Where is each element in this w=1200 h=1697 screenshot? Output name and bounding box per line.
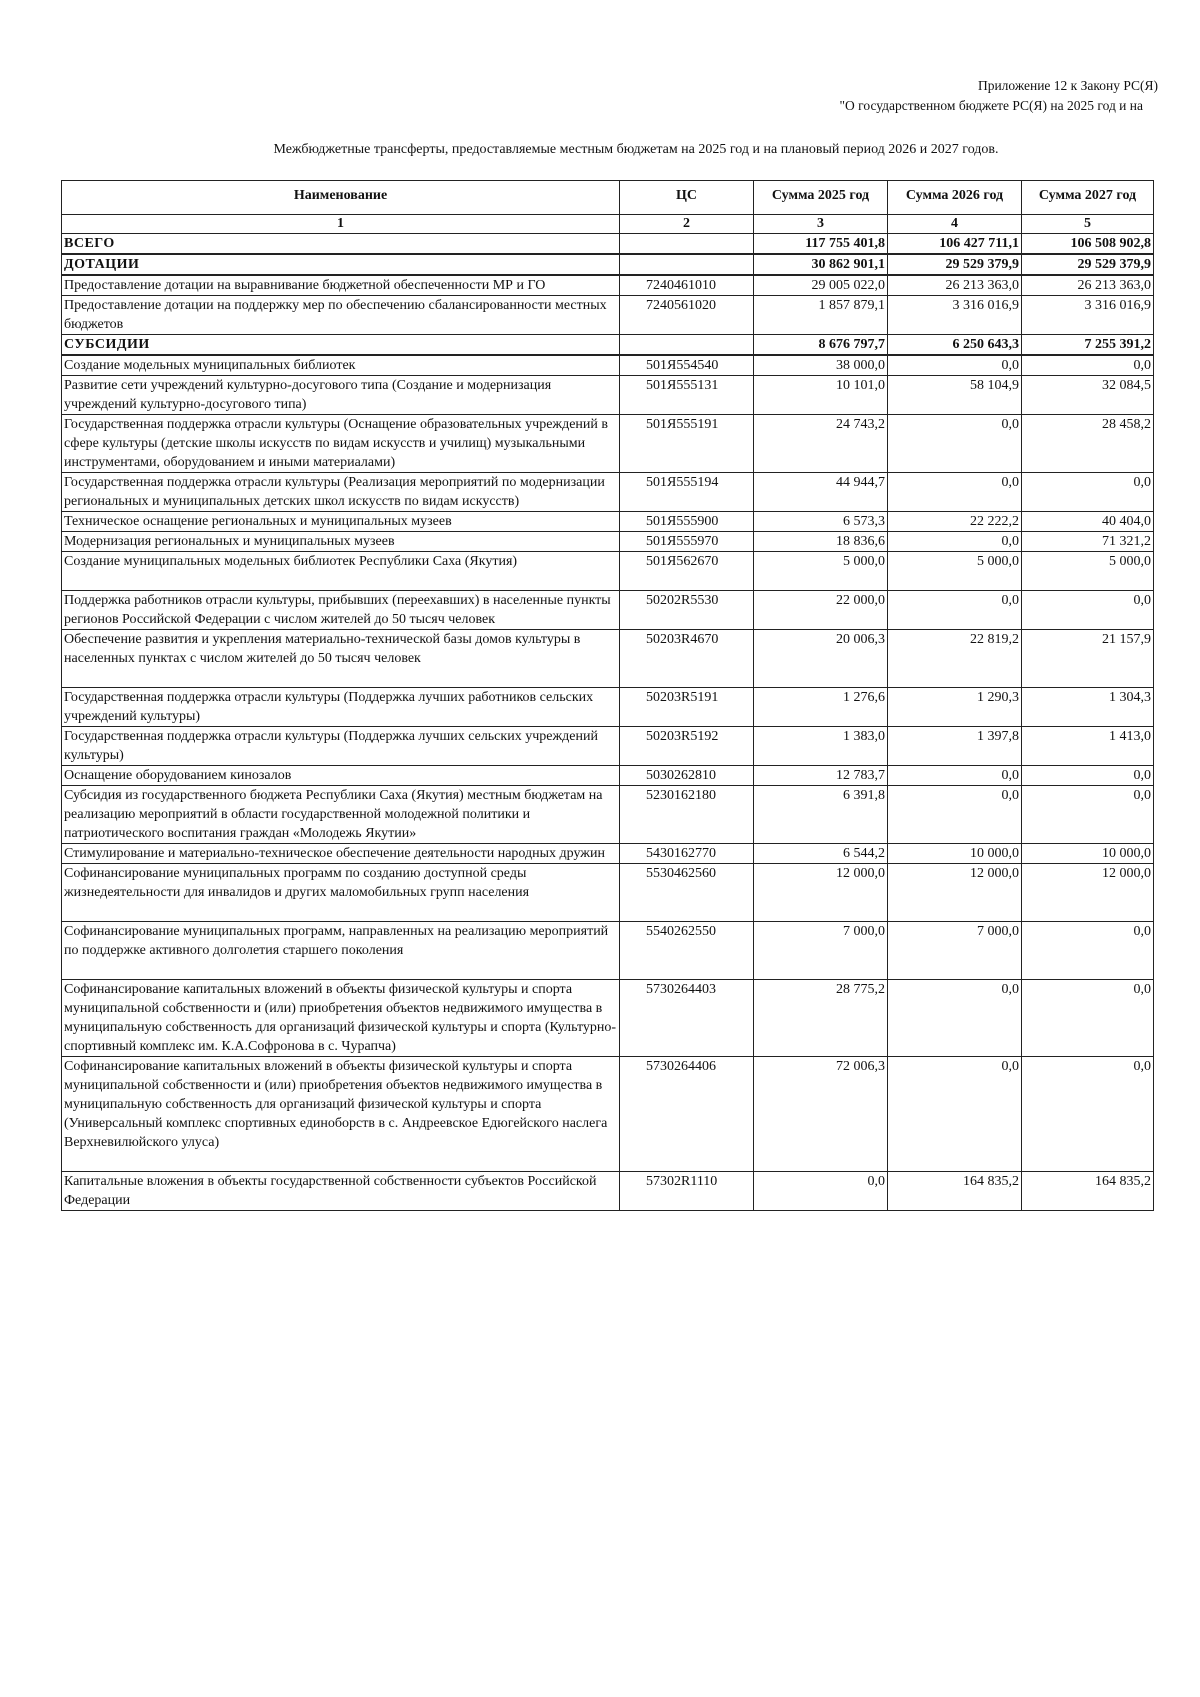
row-amount-2025: 12 783,7 <box>754 766 888 786</box>
row-amount-2026: 29 529 379,9 <box>888 254 1022 275</box>
row-amount-2026: 5 000,0 <box>888 552 1022 591</box>
row-amount-2027: 164 835,2 <box>1022 1172 1154 1211</box>
row-code: 5730264403 <box>620 980 754 1057</box>
row-amount-2025: 28 775,2 <box>754 980 888 1057</box>
column-number: 4 <box>888 215 1022 234</box>
row-code: 5730264406 <box>620 1057 754 1172</box>
transfers-table <box>61 180 1154 1211</box>
row-code <box>620 234 754 255</box>
row-amount-2026: 7 000,0 <box>888 922 1022 980</box>
row-amount-2025: 6 573,3 <box>754 512 888 532</box>
row-amount-2025: 5 000,0 <box>754 552 888 591</box>
row-name: Софинансирование муниципальных программ, направленных на реализацию мероприятий по поддержке активного долголетия старшего поколения <box>62 922 620 980</box>
row-code: 501Я562670 <box>620 552 754 591</box>
row-amount-2026: 0,0 <box>888 473 1022 512</box>
row-amount-2027: 0,0 <box>1022 473 1154 512</box>
row-name: Государственная поддержка отрасли культуры (Поддержка лучших работников сельских учреждений культуры) <box>62 688 620 727</box>
row-amount-2025: 24 743,2 <box>754 415 888 473</box>
row-amount-2026: 0,0 <box>888 1057 1022 1172</box>
row-amount-2025: 22 000,0 <box>754 591 888 630</box>
row-code: 501Я555191 <box>620 415 754 473</box>
column-number: 1 <box>62 215 620 234</box>
row-amount-2026: 0,0 <box>888 766 1022 786</box>
row-amount-2027: 0,0 <box>1022 922 1154 980</box>
row-amount-2025: 8 676 797,7 <box>754 335 888 356</box>
row-amount-2026: 0,0 <box>888 532 1022 552</box>
row-name: Поддержка работников отрасли культуры, прибывших (переехавших) в населенные пункты регионов Российской Федерации с числом жителей до 50 тысяч человек <box>62 591 620 630</box>
row-amount-2027: 0,0 <box>1022 980 1154 1057</box>
row-amount-2025: 6 544,2 <box>754 844 888 864</box>
row-name: ВСЕГО <box>62 234 620 255</box>
row-code: 50203R5191 <box>620 688 754 727</box>
appendix-line-2: "О государственном бюджете РС(Я) на 2025 год и на <box>839 98 1143 113</box>
row-amount-2026: 0,0 <box>888 415 1022 473</box>
row-amount-2027: 3 316 016,9 <box>1022 296 1154 335</box>
row-code: 501Я555131 <box>620 376 754 415</box>
document-title: Межбюджетные трансферты, предоставляемые местным бюджетам на 2025 год и на плановый период 2026 и 2027 годов. <box>273 142 999 157</box>
row-amount-2027: 32 084,5 <box>1022 376 1154 415</box>
row-amount-2027: 5 000,0 <box>1022 552 1154 591</box>
table-row <box>62 415 1154 473</box>
row-amount-2027: 0,0 <box>1022 1057 1154 1172</box>
row-amount-2027: 7 255 391,2 <box>1022 335 1154 356</box>
row-amount-2025: 6 391,8 <box>754 786 888 844</box>
table-row <box>62 512 1154 532</box>
table-row <box>62 532 1154 552</box>
row-code: 7240561020 <box>620 296 754 335</box>
column-number: 3 <box>754 215 888 234</box>
table-total-row <box>62 254 1154 275</box>
row-amount-2027: 0,0 <box>1022 591 1154 630</box>
row-code: 50203R4670 <box>620 630 754 688</box>
row-code: 7240461010 <box>620 275 754 296</box>
row-name: Государственная поддержка отрасли культуры (Реализация мероприятий по модернизации региональных и муниципальных детских школ искусств по видам искусств) <box>62 473 620 512</box>
row-name: Техническое оснащение региональных и муниципальных музеев <box>62 512 620 532</box>
row-amount-2025: 1 383,0 <box>754 727 888 766</box>
table-row <box>62 766 1154 786</box>
table-row <box>62 688 1154 727</box>
row-amount-2027: 0,0 <box>1022 786 1154 844</box>
table-total-row <box>62 335 1154 356</box>
column-header-name: Наименование <box>62 181 620 215</box>
row-amount-2027: 21 157,9 <box>1022 630 1154 688</box>
row-amount-2026: 22 222,2 <box>888 512 1022 532</box>
column-number: 2 <box>620 215 754 234</box>
row-name: Софинансирование капитальных вложений в объекты физической культуры и спорта муниципальной собственности и (или) приобретения объектов недвижимого имущества в муниципальную собственность для организаций физической культуры и спорта (Культурно-спортивный комплекс им. К.А.Софронова в с. Чурапча) <box>62 980 620 1057</box>
row-amount-2025: 44 944,7 <box>754 473 888 512</box>
table-row <box>62 296 1154 335</box>
table-header-row <box>62 181 1154 215</box>
row-amount-2026: 0,0 <box>888 786 1022 844</box>
row-code: 5030262810 <box>620 766 754 786</box>
row-amount-2027: 26 213 363,0 <box>1022 275 1154 296</box>
row-amount-2025: 29 005 022,0 <box>754 275 888 296</box>
row-amount-2027: 0,0 <box>1022 355 1154 376</box>
row-name: Стимулирование и материально-техническое обеспечение деятельности народных дружин <box>62 844 620 864</box>
row-amount-2027: 10 000,0 <box>1022 844 1154 864</box>
row-name: Модернизация региональных и муниципальных музеев <box>62 532 620 552</box>
table-row <box>62 552 1154 591</box>
appendix-note <box>700 76 1158 116</box>
table-row <box>62 1057 1154 1172</box>
column-header-code: ЦС <box>620 181 754 215</box>
row-amount-2026: 164 835,2 <box>888 1172 1022 1211</box>
row-amount-2025: 18 836,6 <box>754 532 888 552</box>
row-code: 5430162770 <box>620 844 754 864</box>
table-row <box>62 786 1154 844</box>
row-amount-2026: 3 316 016,9 <box>888 296 1022 335</box>
appendix-line-1: Приложение 12 к Закону РС(Я) <box>977 78 1158 93</box>
column-header-2026: Сумма 2026 год <box>888 181 1022 215</box>
row-code: 50203R5192 <box>620 727 754 766</box>
row-code: 501Я554540 <box>620 355 754 376</box>
row-amount-2025: 72 006,3 <box>754 1057 888 1172</box>
table-row <box>62 864 1154 922</box>
row-name: Предоставление дотации на выравнивание бюджетной обеспеченности МР и ГО <box>62 275 620 296</box>
table-row <box>62 727 1154 766</box>
table-row <box>62 355 1154 376</box>
row-amount-2025: 12 000,0 <box>754 864 888 922</box>
row-name: Софинансирование капитальных вложений в объекты физической культуры и спорта муниципальной собственности и (или) приобретения объектов недвижимого имущества в муниципальную собственность для организаций физической культуры и спорта (Универсальный комплекс спортивных единоборств в с. Андреевское Едюгейского наслега Верхневилюйского улуса) <box>62 1057 620 1172</box>
row-amount-2025: 1 857 879,1 <box>754 296 888 335</box>
row-code: 5230162180 <box>620 786 754 844</box>
row-code: 501Я555900 <box>620 512 754 532</box>
row-amount-2026: 106 427 711,1 <box>888 234 1022 255</box>
row-amount-2027: 40 404,0 <box>1022 512 1154 532</box>
row-amount-2025: 10 101,0 <box>754 376 888 415</box>
column-header-2027: Сумма 2027 год <box>1022 181 1154 215</box>
row-amount-2026: 0,0 <box>888 591 1022 630</box>
row-name: Капитальные вложения в объекты государственной собственности субъектов Российской Федерации <box>62 1172 620 1211</box>
table-total-row <box>62 234 1154 255</box>
row-name: Развитие сети учреждений культурно-досугового типа (Создание и модернизация учреждений культурно-досугового типа) <box>62 376 620 415</box>
row-name: Государственная поддержка отрасли культуры (Оснащение образовательных учреждений в сфере культуры (детские школы искусств по видам искусств и училищ) музыкальными инструментами, оборудованием и иными материалами) <box>62 415 620 473</box>
table-row <box>62 591 1154 630</box>
row-amount-2027: 1 413,0 <box>1022 727 1154 766</box>
row-amount-2026: 26 213 363,0 <box>888 275 1022 296</box>
row-name: ДОТАЦИИ <box>62 254 620 275</box>
row-amount-2027: 0,0 <box>1022 766 1154 786</box>
row-amount-2025: 0,0 <box>754 1172 888 1211</box>
row-code: 57302R1110 <box>620 1172 754 1211</box>
row-amount-2027: 106 508 902,8 <box>1022 234 1154 255</box>
column-number: 5 <box>1022 215 1154 234</box>
table-row <box>62 630 1154 688</box>
row-code <box>620 335 754 356</box>
row-amount-2027: 12 000,0 <box>1022 864 1154 922</box>
table-row <box>62 844 1154 864</box>
row-amount-2027: 29 529 379,9 <box>1022 254 1154 275</box>
row-name: Предоставление дотации на поддержку мер по обеспечению сбалансированности местных бюджетов <box>62 296 620 335</box>
table-row <box>62 376 1154 415</box>
row-amount-2026: 0,0 <box>888 980 1022 1057</box>
row-amount-2026: 10 000,0 <box>888 844 1022 864</box>
row-amount-2025: 117 755 401,8 <box>754 234 888 255</box>
table-row <box>62 922 1154 980</box>
row-amount-2026: 0,0 <box>888 355 1022 376</box>
table-row <box>62 980 1154 1057</box>
row-amount-2025: 1 276,6 <box>754 688 888 727</box>
row-name: Субсидия из государственного бюджета Республики Саха (Якутия) местным бюджетам на реализацию мероприятий в области государственной молодежной политики и патриотического воспитания граждан «Молодежь Якутии» <box>62 786 620 844</box>
table-row <box>62 275 1154 296</box>
row-code: 501Я555194 <box>620 473 754 512</box>
row-name: Создание модельных муниципальных библиотек <box>62 355 620 376</box>
row-amount-2026: 1 397,8 <box>888 727 1022 766</box>
row-name: Оснащение оборудованием кинозалов <box>62 766 620 786</box>
row-code: 5540262550 <box>620 922 754 980</box>
row-name: СУБСИДИИ <box>62 335 620 356</box>
row-name: Создание муниципальных модельных библиотек Республики Саха (Якутия) <box>62 552 620 591</box>
row-amount-2026: 1 290,3 <box>888 688 1022 727</box>
row-code <box>620 254 754 275</box>
row-code: 501Я555970 <box>620 532 754 552</box>
row-amount-2025: 30 862 901,1 <box>754 254 888 275</box>
table-body <box>62 234 1154 1211</box>
row-amount-2027: 71 321,2 <box>1022 532 1154 552</box>
column-header-2025: Сумма 2025 год <box>754 181 888 215</box>
row-amount-2026: 58 104,9 <box>888 376 1022 415</box>
row-amount-2027: 1 304,3 <box>1022 688 1154 727</box>
row-amount-2027: 28 458,2 <box>1022 415 1154 473</box>
row-amount-2025: 7 000,0 <box>754 922 888 980</box>
row-amount-2026: 12 000,0 <box>888 864 1022 922</box>
table-row <box>62 1172 1154 1211</box>
row-amount-2026: 22 819,2 <box>888 630 1022 688</box>
table-row <box>62 473 1154 512</box>
row-name: Государственная поддержка отрасли культуры (Поддержка лучших сельских учреждений культуры) <box>62 727 620 766</box>
row-code: 50202R5530 <box>620 591 754 630</box>
row-code: 5530462560 <box>620 864 754 922</box>
row-amount-2025: 20 006,3 <box>754 630 888 688</box>
row-amount-2025: 38 000,0 <box>754 355 888 376</box>
row-name: Софинансирование муниципальных программ по созданию доступной среды жизнедеятельности для инвалидов и других маломобильных групп населения <box>62 864 620 922</box>
row-name: Обеспечение развития и укрепления материально-технической базы домов культуры в населенных пунктах с числом жителей до 50 тысяч человек <box>62 630 620 688</box>
column-number-row <box>62 215 1154 234</box>
row-amount-2026: 6 250 643,3 <box>888 335 1022 356</box>
